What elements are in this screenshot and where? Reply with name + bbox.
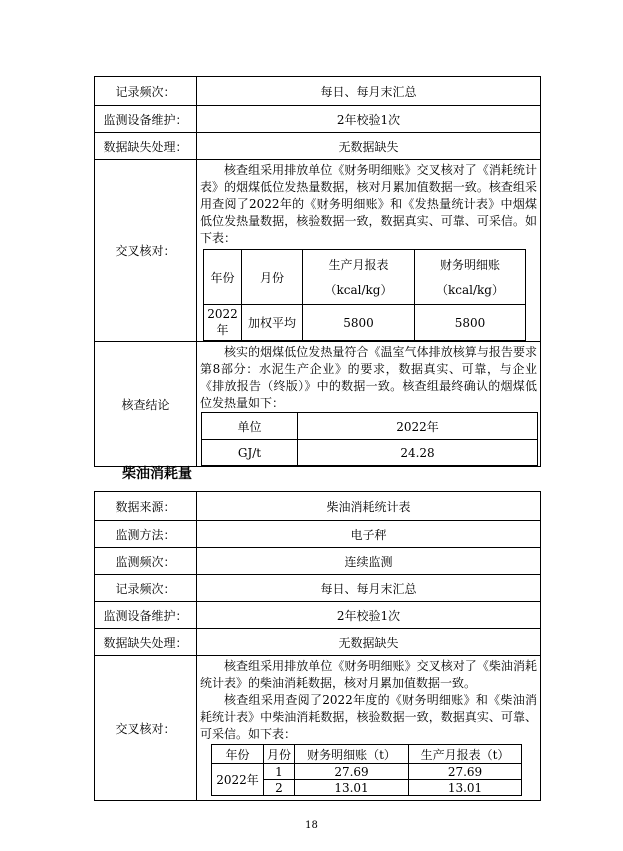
- missing-data-label-2: 数据缺失处理：: [95, 629, 197, 656]
- conclusion-text: 核实的烟煤低位发热量符合《温室气体排放核算与报告要求第8部分：水泥生产企业》的要求，数据真实、可靠，与企业《排放报告（终版）》中的数据一致。核查组最终确认的烟煤低位发热量如下：: [200, 345, 537, 410]
- diesel-finance: 27.69: [295, 764, 409, 780]
- cross-check-cell: [197, 160, 541, 342]
- calorific-value-table: [203, 249, 526, 341]
- header-month: 月份: [242, 250, 303, 305]
- cell-production: 5800: [303, 305, 415, 341]
- missing-data-value: 无数据缺失: [197, 133, 541, 160]
- monitor-frequency-value: 连续监测: [197, 548, 541, 575]
- cross-check-text: 核查组采用排放单位《财务明细账》交叉核对了《消耗统计表》的烟煤低位发热量数据，核对月累加值数据一致。核查组采用查阅了2022年的《财务明细账》和《发热量统计表》中烟煤低位发热量数据，核验数据一致，数据真实、可靠、可采信。如下表：: [200, 163, 537, 245]
- conclusion-cell: [197, 342, 541, 467]
- data-source-value: 柴油消耗统计表: [197, 492, 541, 521]
- header-finance-title: 财务明细账: [439, 258, 500, 272]
- record-frequency-label: 记录频次：: [95, 77, 197, 106]
- conclusion-table: [201, 412, 538, 466]
- page-number: 18: [305, 820, 318, 831]
- maintenance-value: 2年校验1次: [197, 106, 541, 133]
- method-label: 监测方法：: [95, 521, 197, 548]
- diesel-month: 2: [264, 780, 295, 796]
- diesel-header-finance: 财务明细账（t）: [295, 745, 409, 764]
- conclusion-value: 24.28: [298, 440, 538, 466]
- monitor-frequency-label: 监测频次：: [95, 548, 197, 575]
- diesel-header-month: 月份: [264, 745, 295, 764]
- diesel-consumption-table: [211, 744, 522, 796]
- method-value: 电子秤: [197, 521, 541, 548]
- header-year: 年份: [204, 250, 242, 305]
- record-frequency-value: 每日、每月末汇总: [197, 77, 541, 106]
- cross-check-label-2: 交叉核对：: [95, 656, 197, 801]
- header-finance-unit: （kcal/kg）: [436, 283, 504, 297]
- maintenance-value-2: 2年校验1次: [197, 602, 541, 629]
- conclusion-header-unit: 单位: [202, 413, 298, 440]
- header-production-title: 生产月报表: [328, 258, 389, 272]
- cross-check-text-2: 核查组采用查阅了2022年度的《财务明细账》和《柴油消耗统计表》中柴油消耗数据，核验数据一致，数据真实、可靠、可采信。如下表：: [200, 693, 537, 741]
- missing-data-label: 数据缺失处理：: [95, 133, 197, 160]
- header-production-unit: （kcal/kg）: [324, 283, 393, 297]
- diesel-finance: 13.01: [295, 780, 409, 796]
- maintenance-label-2: 监测设备维护：: [95, 602, 197, 629]
- record-frequency-label-2: 记录频次：: [95, 575, 197, 602]
- cross-check-cell-2: [197, 656, 541, 801]
- diesel-production: 13.01: [409, 780, 522, 796]
- diesel-year: 2022年: [212, 764, 264, 796]
- diesel-production: 27.69: [409, 764, 522, 780]
- diesel-month: 1: [264, 764, 295, 780]
- cross-check-label: 交叉核对：: [95, 160, 197, 342]
- cell-year: 2022年: [204, 305, 242, 341]
- record-frequency-value-2: 每日、每月末汇总: [197, 575, 541, 602]
- header-production: [303, 250, 415, 305]
- conclusion-label: 核查结论: [95, 342, 197, 467]
- cell-month: 加权平均: [242, 305, 303, 341]
- diesel-header-year: 年份: [212, 745, 264, 764]
- maintenance-label: 监测设备维护：: [95, 106, 197, 133]
- bituminous-coal-table: [94, 76, 541, 467]
- conclusion-header-year: 2022年: [298, 413, 538, 440]
- diesel-table: [94, 491, 541, 801]
- data-source-label: 数据来源：: [95, 492, 197, 521]
- diesel-header-production: 生产月报表（t）: [409, 745, 522, 764]
- conclusion-unit: GJ/t: [202, 440, 298, 466]
- header-finance: [415, 250, 526, 305]
- missing-data-value-2: 无数据缺失: [197, 629, 541, 656]
- cross-check-text-1: 核查组采用排放单位《财务明细账》交叉核对了《柴油消耗统计表》的柴油消耗数据，核对月累加值数据一致。: [200, 659, 537, 690]
- section-title: 柴油消耗量: [122, 466, 192, 482]
- cell-finance: 5800: [415, 305, 526, 341]
